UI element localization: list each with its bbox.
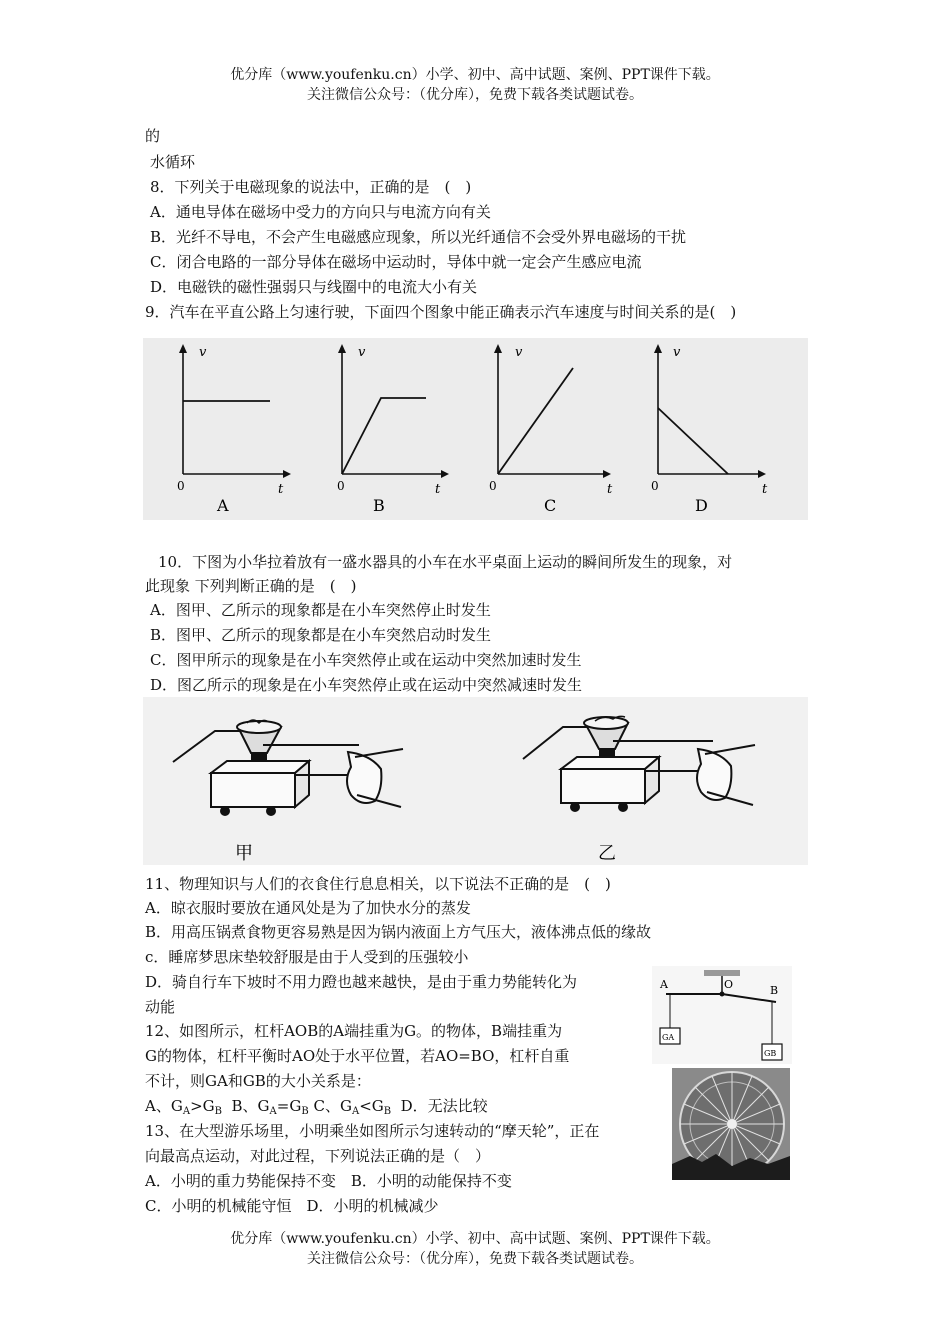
graph-c-v-label: v: [515, 345, 523, 360]
graph-b-line: [342, 398, 426, 474]
footer-line-1: 优分库（www.youfenku.cn）小学、初中、高中试题、案例、PPT课件下载。: [230, 1231, 720, 1247]
graph-c-label: C: [544, 496, 557, 515]
graph-a-t-label: t: [278, 482, 284, 497]
figure-yi-label: 乙: [598, 843, 616, 864]
q11-stem: 11、物理知识与人们的衣食住行息息相关，以下说法不正确的是 ( ): [145, 875, 611, 893]
q10-stem-line-1: 10．下图为小华拉着放有一盛水器具的小车在水平桌面上运动的瞬间所发生的现象，对: [158, 553, 733, 571]
figure-jia: [173, 720, 403, 864]
graph-a-v-label: v: [199, 345, 207, 360]
q12-options: A、$G_A>G_B$ B、$G_A=G_B$ C、$G_A<G_B$ D．无法比较: [145, 1097, 488, 1117]
header-line-1: 优分库（www.youfenku.cn）小学、初中、高中试题、案例、PPT课件下载。: [230, 67, 720, 83]
graph-d-label: D: [695, 496, 708, 515]
graph-b: [337, 344, 449, 515]
lever-label-gb: GB: [764, 1049, 777, 1058]
q9-graphs-figure: [143, 338, 808, 520]
q8-stem: 8．下列关于电磁现象的说法中，正确的是 ( ): [150, 178, 472, 196]
q10-stem-line-2: 此现象 下列判断正确的是 ( ): [145, 577, 357, 595]
lever-label-ga: GA: [662, 1033, 675, 1042]
q10-cart-figure: [143, 697, 808, 865]
graph-b-t-label: t: [435, 482, 441, 497]
q8-option-c: C．闭合电路的一部分导体在磁场中运动时，导体中就一定会产生感应电流: [150, 253, 642, 271]
lever-label-a: A: [660, 978, 668, 991]
figure-jia-label: 甲: [235, 843, 253, 864]
q12-line-3: 不计，则GA和GB的大小关系是：: [145, 1072, 371, 1090]
q8-option-b: B．光纤不导电，不会产生电磁感应现象，所以光纤通信不会受外界电磁场的干扰: [150, 228, 687, 246]
q13-line-2: 向最高点运动，对此过程，下列说法正确的是（ ）: [145, 1147, 491, 1165]
graph-b-label: B: [373, 496, 385, 515]
graph-c-line: [498, 368, 573, 474]
graph-b-v-label: v: [358, 345, 366, 360]
graph-c: [489, 344, 613, 515]
graph-d: [651, 344, 768, 515]
q11-option-b: B．用高压锅煮食物更容易熟是因为锅内液面上方气压大，液体沸点低的缘故: [145, 923, 652, 941]
q13-options-line-1: A．小明的重力势能保持不变 B．小明的动能保持不变: [145, 1172, 512, 1190]
graph-d-line: [658, 408, 728, 474]
q12-line-1: 12、如图所示，杠杆AOB的A端挂重为G。的物体，B端挂重为: [145, 1022, 563, 1040]
q11-option-c: c．睡席梦思床垫较舒服是由于人受到的压强较小: [145, 948, 469, 966]
q12-line-2: G的物体，杠杆平衡时AO处于水平位置，若AO=BO，杠杆自重: [145, 1047, 570, 1065]
graph-a-origin: 0: [177, 479, 185, 493]
q10-option-c: C．图甲所示的现象是在小车突然停止或在运动中突然加速时发生: [150, 651, 582, 669]
q10-option-d: D．图乙所示的现象是在小车突然停止或在运动中突然减速时发生: [150, 676, 583, 694]
q10-option-b: B．图甲、乙所示的现象都是在小车突然启动时发生: [150, 626, 492, 644]
q11-option-d: D．骑自行车下坡时不用力蹬也越来越快，是由于重力势能转化为: [145, 973, 578, 991]
q10-option-a: A．图甲、乙所示的现象都是在小车突然停止时发生: [150, 601, 491, 619]
fragment-line-1: 的: [145, 127, 161, 145]
lever-figure: [652, 966, 792, 1064]
header-line-2: 关注微信公众号：（优分库），免费下载各类试题试卷。: [307, 87, 643, 103]
graph-c-origin: 0: [489, 479, 497, 493]
graph-d-v-label: v: [673, 345, 681, 360]
graph-b-origin: 0: [337, 479, 345, 493]
q8-option-d: D．电磁铁的磁性强弱只与线圈中的电流大小有关: [150, 278, 478, 296]
q9-stem: 9．汽车在平直公路上匀速行驶，下面四个图象中能正确表示汽车速度与时间关系的是( ): [145, 303, 737, 321]
graph-a: [177, 344, 291, 515]
lever-label-b: B: [770, 984, 779, 997]
q8-option-a: A．通电导体在磁场中受力的方向只与电流方向有关: [150, 203, 491, 221]
q11-option-d-cont: 动能: [145, 998, 176, 1016]
graph-c-t-label: t: [607, 482, 613, 497]
q13-line-1: 13、在大型游乐场里，小明乘坐如图所示匀速转动的“摩天轮”，正在: [145, 1122, 600, 1140]
footer-line-2: 关注微信公众号：（优分库），免费下载各类试题试卷。: [307, 1251, 643, 1267]
lever-label-o: O: [724, 978, 734, 991]
graph-a-label: A: [217, 496, 229, 515]
fragment-line-2: 水循环: [150, 153, 196, 171]
graph-d-origin: 0: [651, 479, 659, 493]
q13-options-line-2: C．小明的机械能守恒 D．小明的机械减少: [145, 1197, 439, 1215]
q11-option-a: A．晾衣服时要放在通风处是为了加快水分的蒸发: [145, 899, 471, 917]
graph-d-t-label: t: [762, 482, 768, 497]
ferris-wheel-photo: [672, 1068, 790, 1180]
figure-yi: [523, 716, 755, 864]
